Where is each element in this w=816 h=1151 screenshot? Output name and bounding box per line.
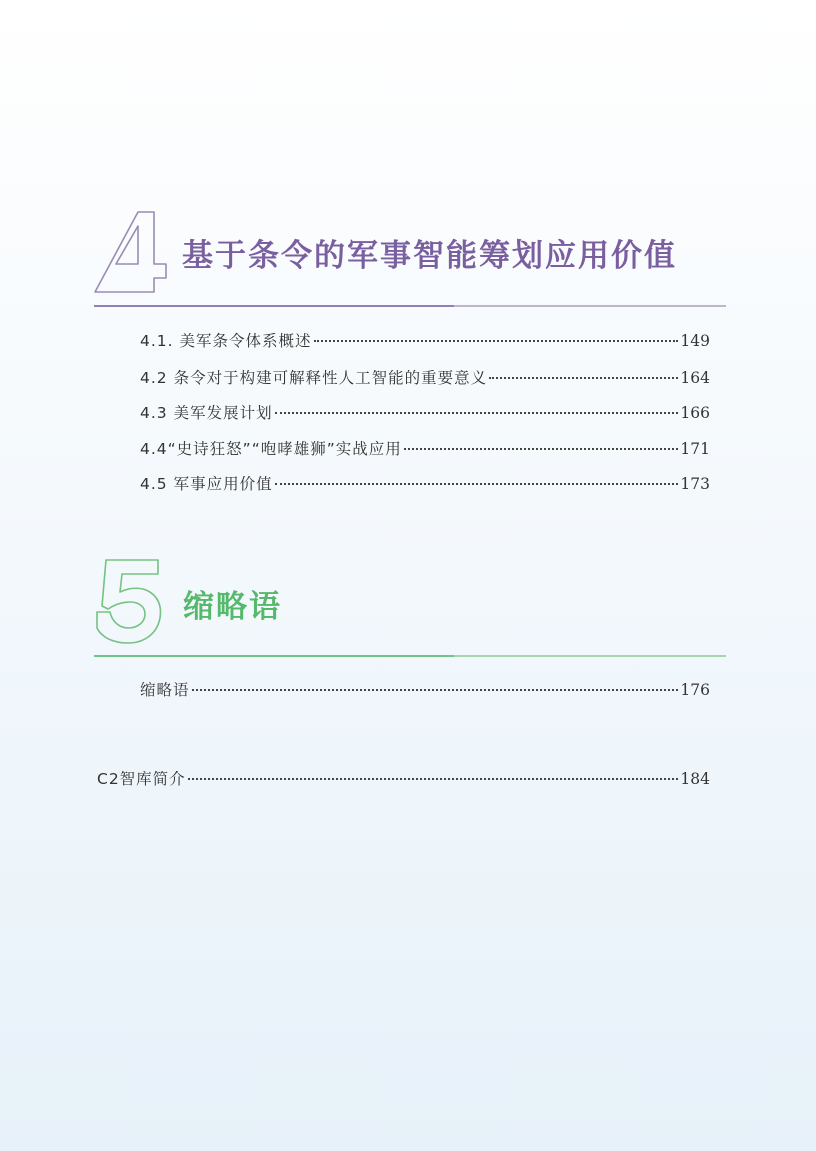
- toc-entry-page: 164: [680, 369, 710, 387]
- toc-entry-label: 4.3 美军发展计划: [140, 404, 273, 422]
- chapter-5-rule: [94, 652, 726, 660]
- toc-entry-label: 4.1. 美军条令体系概述: [140, 332, 312, 350]
- toc-entry-appendix[interactable]: [97, 767, 710, 789]
- toc-entry-page: 166: [680, 404, 710, 422]
- dot-leader: [275, 412, 679, 414]
- toc-entry-page: 171: [680, 440, 710, 458]
- toc-entry-page: 173: [680, 475, 710, 493]
- toc-entry-label: 缩略语: [140, 681, 190, 699]
- toc-entry-page: 184: [680, 770, 710, 788]
- dot-leader: [188, 778, 679, 780]
- toc-entry-5-1[interactable]: [140, 678, 710, 700]
- toc-entry-label: 4.5 军事应用价值: [140, 475, 273, 493]
- toc-entry-4-3[interactable]: [140, 401, 710, 423]
- dot-leader: [314, 340, 679, 342]
- chapter-4-numeral: [92, 204, 172, 300]
- toc-entry-label: 4.4“史诗狂怒”“咆哮雄狮”实战应用: [140, 440, 402, 458]
- chapter-5-numeral: [94, 556, 166, 648]
- toc-entry-label: C2智库简介: [97, 770, 186, 788]
- chapter-4-rule: [94, 302, 726, 310]
- chapter-5-title: 缩略语: [183, 589, 282, 625]
- toc-entry-4-4[interactable]: [140, 437, 710, 459]
- toc-entry-4-1[interactable]: [140, 329, 710, 351]
- dot-leader: [489, 377, 678, 379]
- toc-entry-page: 176: [680, 681, 710, 699]
- chapter-4-title: 基于条令的军事智能筹划应用价值: [182, 238, 677, 274]
- toc-entry-page: 149: [680, 332, 710, 350]
- toc-entry-label: 4.2 条令对于构建可解释性人工智能的重要意义: [140, 369, 488, 387]
- dot-leader: [192, 689, 679, 691]
- toc-entry-4-2[interactable]: [140, 366, 710, 388]
- dot-leader: [404, 448, 679, 450]
- dot-leader: [275, 483, 679, 485]
- toc-entry-4-5[interactable]: [140, 472, 710, 494]
